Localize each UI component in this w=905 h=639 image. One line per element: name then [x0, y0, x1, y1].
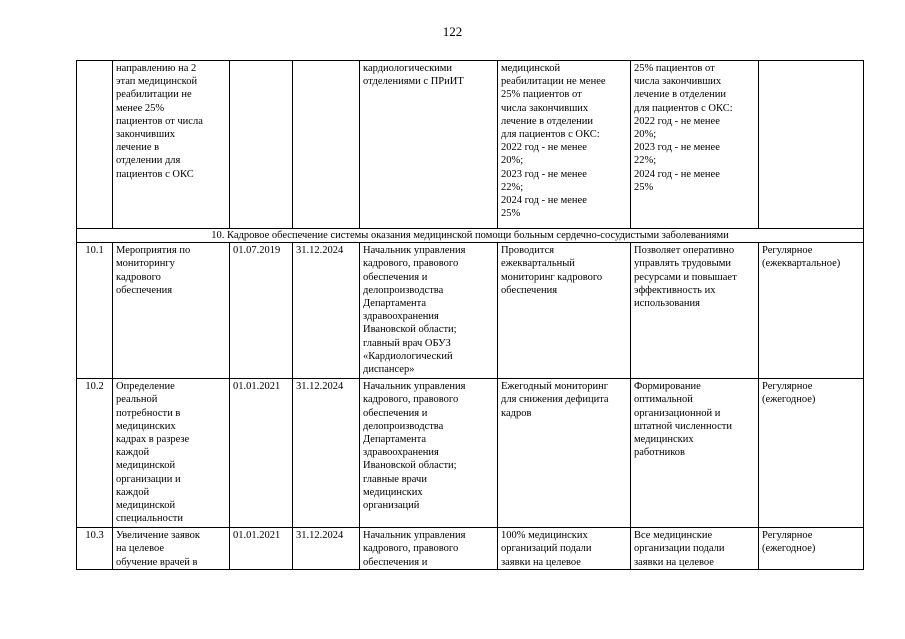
start-date-cell	[230, 61, 293, 229]
result-cell: медицинской реабилитации не менее 25% пациентов от числа закончивших лечение в отделении для пациентов с ОКС: 2022 год - не менее 20%; 2023 год - не менее 22%; 2024 год - не менее 25%	[498, 61, 631, 229]
control-cell: Регулярное (ежеквартальное)	[759, 243, 864, 379]
responsible-cell: Начальник управления кадрового, правового обеспечения и	[360, 528, 498, 570]
activity-name-cell: направлению на 2 этап медицинской реабилитации не менее 25% пациентов от числа закончивших лечение в отделении для пациентов с ОКС	[113, 61, 230, 229]
activity-name-cell: Определение реальной потребности в медицинских кадрах в разрезе каждой медицинской организации и каждой медицинской специальности	[113, 379, 230, 528]
row-number-cell: 10.3	[77, 528, 113, 570]
responsible-cell: Начальник управления кадрового, правового обеспечения и делопроизводства Департамента здравоохранения Ивановской области; главные врачи медицинских организаций	[360, 379, 498, 528]
row-number-cell	[77, 61, 113, 229]
table-row	[77, 379, 864, 528]
activity-name-cell: Увеличение заявок на целевое обучение врачей в	[113, 528, 230, 570]
control-cell: Регулярное (ежегодное)	[759, 528, 864, 570]
row-number-cell: 10.1	[77, 243, 113, 379]
section-header-row	[77, 229, 864, 243]
table-row	[77, 528, 864, 570]
result-cell: Ежегодный мониторинг для снижения дефицита кадров	[498, 379, 631, 528]
end-date-cell: 31.12.2024	[293, 379, 360, 528]
start-date-cell: 01.01.2021	[230, 528, 293, 570]
responsible-cell: кардиологическими отделениями с ПРиИТ	[360, 61, 498, 229]
page-number: 122	[442, 24, 463, 39]
plan-table	[76, 60, 864, 570]
indicator-cell: Формирование оптимальной организационной и штатной численности медицинских работников	[631, 379, 759, 528]
start-date-cell: 01.01.2021	[230, 379, 293, 528]
activity-name-cell: Мероприятия по мониторингу кадрового обеспечения	[113, 243, 230, 379]
table-row	[77, 61, 864, 229]
responsible-cell: Начальник управления кадрового, правового обеспечения и делопроизводства Департамента здравоохранения Ивановской области; главный врач ОБУЗ «Кардиологический диспансер»	[360, 243, 498, 379]
section-title: 10. Кадровое обеспечение системы оказания медицинской помощи больным сердечно-сосудистыми заболеваниями	[77, 229, 864, 243]
row-number-cell: 10.2	[77, 379, 113, 528]
end-date-cell: 31.12.2024	[293, 243, 360, 379]
indicator-cell: 25% пациентов от числа закончивших лечение в отделении для пациентов с ОКС: 2022 год - не менее 20%; 2023 год - не менее 22%; 2024 год - не менее 25%	[631, 61, 759, 229]
indicator-cell: Все медицинские организации подали заявки на целевое	[631, 528, 759, 570]
result-cell: Проводится ежеквартальный мониторинг кадрового обеспечения	[498, 243, 631, 379]
start-date-cell: 01.07.2019	[230, 243, 293, 379]
result-cell: 100% медицинских организаций подали заявки на целевое	[498, 528, 631, 570]
control-cell: Регулярное (ежегодное)	[759, 379, 864, 528]
table-row	[77, 243, 864, 379]
end-date-cell	[293, 61, 360, 229]
indicator-cell: Позволяет оперативно управлять трудовыми ресурсами и повышает эффективность их использования	[631, 243, 759, 379]
control-cell	[759, 61, 864, 229]
end-date-cell: 31.12.2024	[293, 528, 360, 570]
